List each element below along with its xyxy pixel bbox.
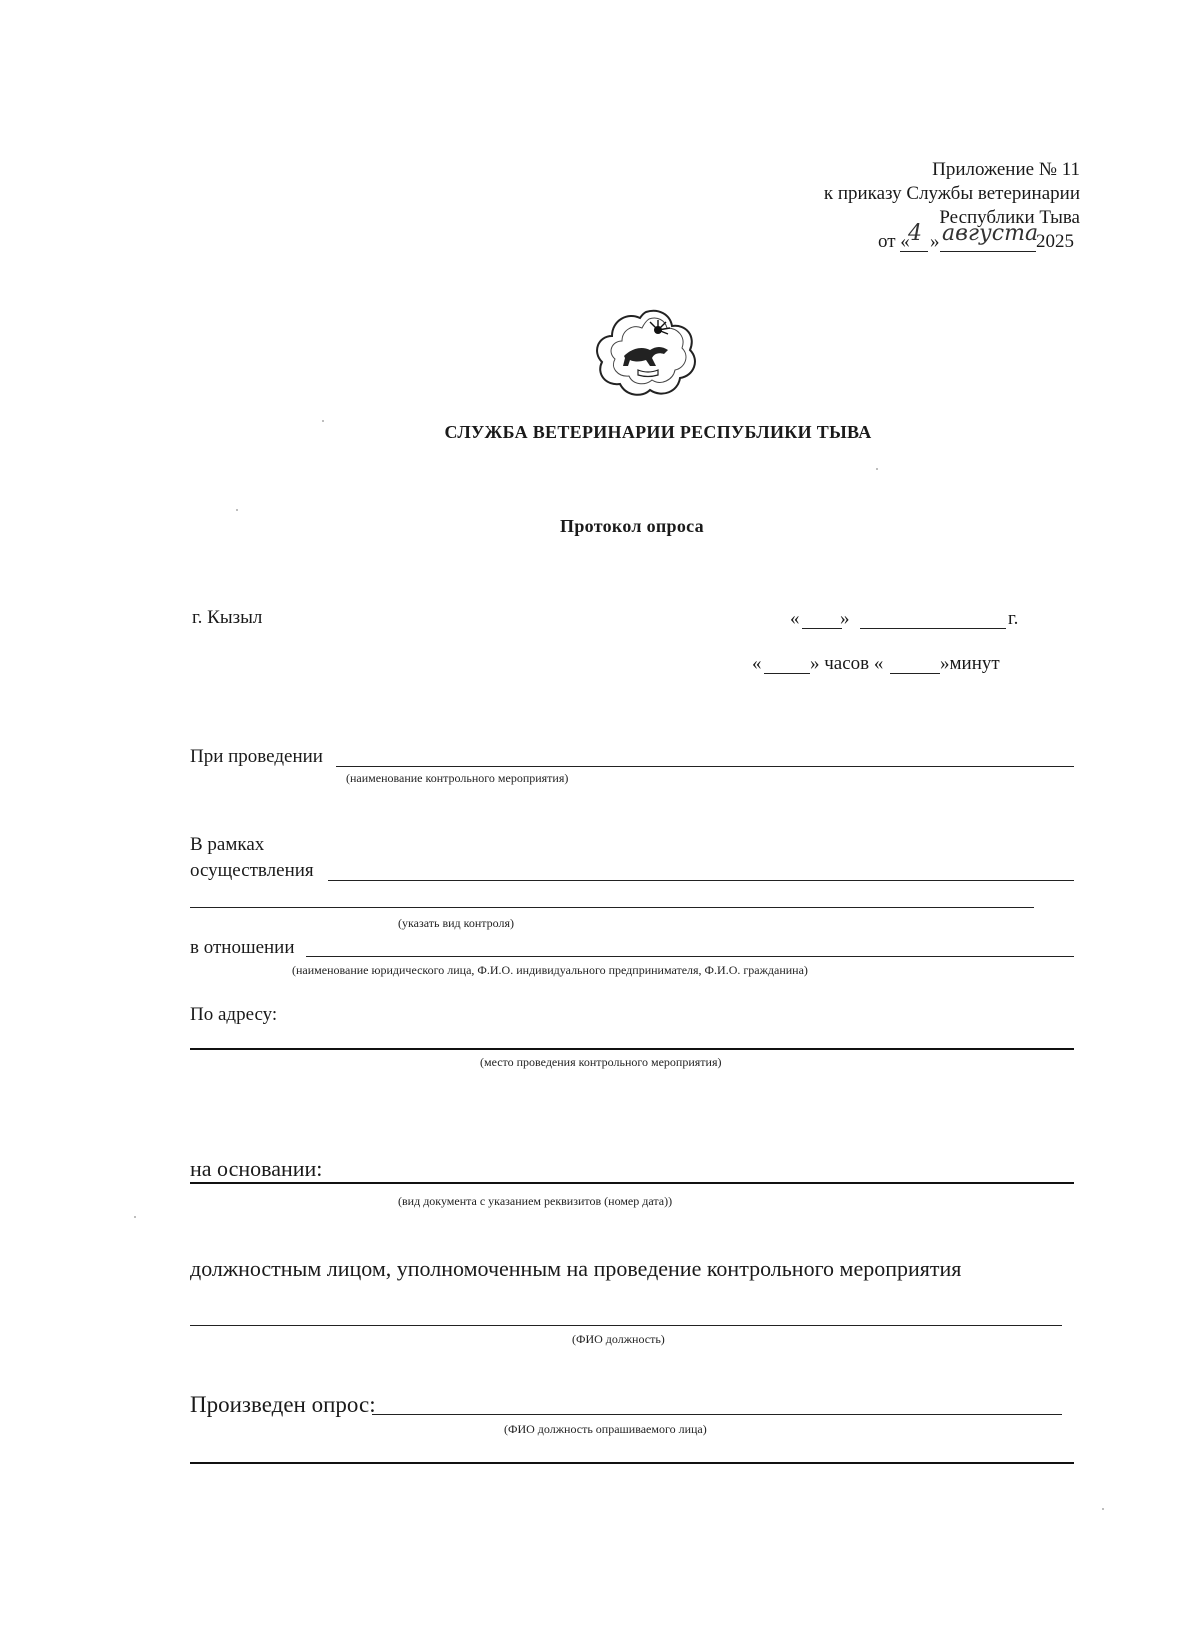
interview-caption: (ФИО должность опрашиваемого лица): [504, 1422, 707, 1436]
address-label: По адресу:: [190, 1004, 278, 1025]
official-caption: (ФИО должность): [572, 1332, 665, 1346]
time-hours-blank[interactable]: [764, 673, 810, 674]
basis-label: на основании:: [190, 1156, 323, 1181]
framework-label-line1: В рамках: [190, 834, 265, 855]
protocol-time: [752, 653, 1022, 677]
date-day-blank[interactable]: [802, 628, 842, 629]
framework-input-line2[interactable]: [190, 907, 1034, 908]
official-label: должностным лицом, уполномоченным на проведение контрольного мероприятия: [190, 1256, 962, 1281]
document-title: Протокол опроса: [560, 516, 704, 536]
protocol-date: [790, 608, 1030, 632]
date-day-handwritten: 4: [908, 221, 922, 246]
regarding-input-line[interactable]: [306, 956, 1074, 957]
scan-speck: [1102, 1508, 1104, 1510]
address-input-line[interactable]: [190, 1048, 1074, 1050]
date-day-underline: [900, 251, 928, 252]
time-minutes-label: »минут: [940, 653, 1000, 674]
date-prefix: от «: [878, 231, 910, 252]
during-label: При проведении: [190, 746, 323, 767]
date-year-suffix: г.: [1008, 608, 1019, 629]
date-year: 2025: [1036, 231, 1074, 252]
framework-caption: (указать вид контроля): [398, 916, 515, 930]
time-hours-label: » часов «: [810, 653, 884, 674]
scan-speck: [236, 509, 238, 511]
during-input-line[interactable]: [336, 766, 1074, 767]
official-input-line[interactable]: [190, 1325, 1062, 1326]
regarding-label: в отношении: [190, 937, 295, 958]
tuva-emblem-icon: [592, 306, 700, 398]
appendix-date: [850, 221, 1080, 260]
basis-input-line[interactable]: [190, 1182, 1074, 1184]
scan-speck: [876, 468, 878, 470]
date-open-quote: «: [790, 608, 800, 629]
date-month-handwritten: августа: [942, 221, 1039, 246]
appendix-number: Приложение № 11: [932, 159, 1080, 180]
time-minutes-blank[interactable]: [890, 673, 940, 674]
appendix-republic: Республики Тыва: [939, 207, 1080, 228]
during-caption: (наименование контрольного мероприятия): [346, 771, 569, 785]
time-open-quote: «: [752, 653, 762, 674]
basis-caption: (вид документа с указанием реквизитов (номер дата)): [398, 1194, 673, 1208]
date-month-blank[interactable]: [860, 628, 1006, 629]
interview-input-line[interactable]: [372, 1414, 1062, 1415]
place-city: г. Кызыл: [192, 607, 263, 628]
interview-input-line2[interactable]: [190, 1462, 1074, 1464]
framework-input-line1[interactable]: [328, 880, 1074, 881]
appendix-order-ref: к приказу Службы ветеринарии: [823, 183, 1080, 204]
scan-speck: [322, 420, 324, 422]
scan-speck: [134, 1216, 136, 1218]
regarding-caption: (наименование юридического лица, Ф.И.О. индивидуального предпринимателя, Ф.И.О. гражданина): [292, 963, 808, 977]
date-month-underline: [940, 251, 1036, 252]
date-mid: »: [930, 231, 940, 252]
date-close-quote: »: [840, 608, 850, 629]
framework-label-line2: осуществления: [190, 860, 314, 881]
organization-name: СЛУЖБА ВЕТЕРИНАРИИ РЕСПУБЛИКИ ТЫВА: [444, 422, 872, 442]
address-caption: (место проведения контрольного мероприятия): [480, 1055, 722, 1069]
interview-label: Произведен опрос:: [190, 1392, 376, 1417]
